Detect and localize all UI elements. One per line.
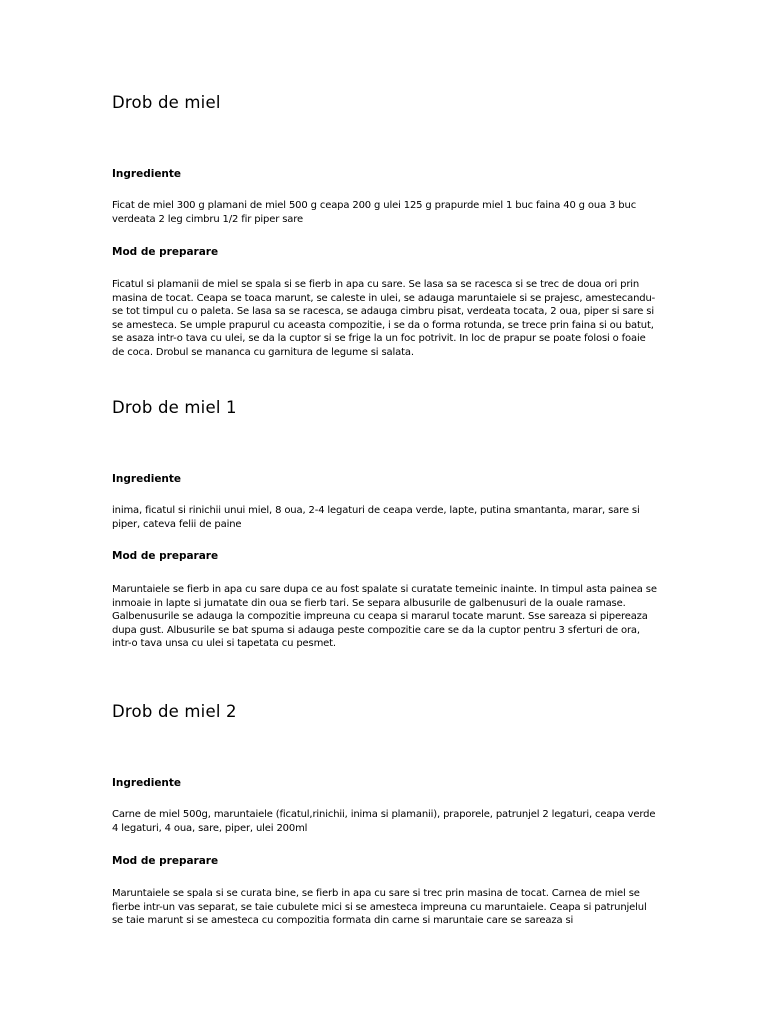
method-text: Ficatul si plamanii de miel se spala si se fierb in apa cu sare. Se lasa sa se racesca si se trec de doua ori prin masina de tocat. Ceapa se toaca marunt, se caleste in ulei, se adauga maruntaiele si se prajesc, amestecandu-se tot timpul cu o paleta. Se lasa sa se racesca, se adauga cimbru pisat, verdeata tocata, 2 oua, piper si sare si se amesteca. Se umple prapurul cu aceasta compozitie, i se da o forma rotunda, se trece prin faina si ou batut, se asaza intr-o tava cu ulei, se da la cuptor si se frige la un foc potrivit. In loc de prapur se poate folosi o foaie de coca. Drobul se mananca cu garnitura de legume si salata. bbox=[112, 279, 656, 358]
ingredients-heading: Ingrediente bbox=[112, 473, 182, 485]
ingredients-heading: Ingrediente bbox=[112, 777, 182, 789]
ingredients-text: Carne de miel 500g, maruntaiele (ficatul,rinichii, inima si plamanii), praporele, patrunjel 2 legaturi, ceapa verde 4 legaturi, 4 oua, sare, piper, ulei 200ml bbox=[112, 809, 656, 834]
method-heading: Mod de preparare bbox=[112, 855, 219, 867]
recipe-title: Drob de miel bbox=[112, 93, 221, 112]
ingredients-text: inima, ficatul si rinichii unui miel, 8 oua, 2-4 legaturi de ceapa verde, lapte, putina smantanta, marar, sare si piper, cateva felii de paine bbox=[112, 505, 640, 530]
method-heading: Mod de preparare bbox=[112, 550, 219, 562]
recipe-title: Drob de miel 2 bbox=[112, 702, 237, 721]
recipe-title: Drob de miel 1 bbox=[112, 398, 237, 417]
method-text: Maruntaiele se fierb in apa cu sare dupa ce au fost spalate si curatate temeinic inainte. In timpul asta painea se inmoaie in lapte si jumatate din oua se fierb tari. Se separa albusurile de galbenusuri de la ouale ramase. Galbenusurile se adauga la compozitie impreuna cu ceapa si mararul tocate marunt. Sse sareaza si pipereaza dupa gust. Albusurile se bat spuma si adauga peste compozitie care se da la cuptor pentru 3 sferturi de ora, intr-o tava unsa cu ulei si tapetata cu pesmet. bbox=[112, 584, 657, 650]
method-text: Maruntaiele se spala si se curata bine, se fierb in apa cu sare si trec prin masina de tocat. Carnea de miel se fierbe intr-un vas separat, se taie cubulete mici si se amesteca impreuna cu maruntaiele. Ceapa si patrunjelul se taie marunt si se amesteca cu compozitia formata din carne si maruntaie care se sareaza si bbox=[112, 888, 647, 927]
method-heading: Mod de preparare bbox=[112, 246, 219, 258]
ingredients-text: Ficat de miel 300 g plamani de miel 500 g ceapa 200 g ulei 125 g prapurde miel 1 buc faina 40 g oua 3 buc verdeata 2 leg cimbru 1/2 fir piper sare bbox=[112, 200, 637, 225]
ingredients-heading: Ingrediente bbox=[112, 168, 182, 180]
